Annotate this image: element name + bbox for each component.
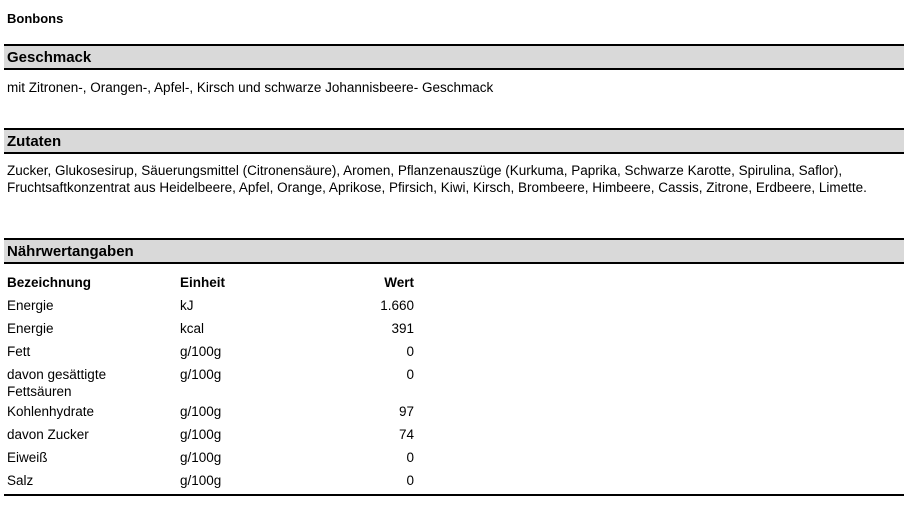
table-row xyxy=(4,294,417,317)
row-unit: g/100g xyxy=(180,404,222,419)
row-name: Eiweiß xyxy=(7,450,48,465)
section-header-taste xyxy=(4,44,904,70)
table-row xyxy=(4,400,417,423)
row-name: Kohlenhydrate xyxy=(7,404,95,419)
table-row xyxy=(4,317,417,340)
row-value: 0 xyxy=(406,450,414,465)
section-heading-taste: Geschmack xyxy=(7,49,92,66)
row-value: 1.660 xyxy=(380,298,414,313)
row-name: Energie xyxy=(7,321,54,336)
taste-text: mit Zitronen-, Orangen-, Apfel-, Kirsch und schwarze Johannisbeere- Geschmack xyxy=(7,80,494,95)
row-unit: g/100g xyxy=(180,450,222,465)
table-row xyxy=(4,340,417,363)
product-title: Bonbons xyxy=(7,11,64,26)
row-value: 74 xyxy=(398,427,414,442)
table-row xyxy=(4,446,417,469)
row-unit: kJ xyxy=(180,298,194,313)
row-unit: kcal xyxy=(180,321,205,336)
column-header-value: Wert xyxy=(384,275,414,290)
row-value: 0 xyxy=(406,473,414,488)
row-name: Fett xyxy=(7,344,31,359)
table-row xyxy=(4,423,417,446)
row-name: davon Zucker xyxy=(7,427,89,442)
bottom-divider xyxy=(4,494,904,496)
row-value: 391 xyxy=(391,321,414,336)
row-name: Salz xyxy=(7,473,34,488)
row-unit: g/100g xyxy=(180,367,222,382)
section-heading-nutrition: Nährwertangaben xyxy=(7,243,134,260)
row-unit: g/100g xyxy=(180,344,222,359)
row-value: 97 xyxy=(398,404,414,419)
row-value: 0 xyxy=(406,344,414,359)
row-name: davon gesättigte Fettsäuren xyxy=(7,367,107,399)
row-unit: g/100g xyxy=(180,473,222,488)
column-header-unit: Einheit xyxy=(180,275,226,290)
row-name: Energie xyxy=(7,298,54,313)
table-row xyxy=(4,469,417,492)
nutrition-header-row xyxy=(4,271,417,294)
row-unit: g/100g xyxy=(180,427,222,442)
column-header-name: Bezeichnung xyxy=(7,275,92,290)
row-value: 0 xyxy=(406,367,414,382)
nutrition-table xyxy=(4,271,417,492)
ingredients-text: Zucker, Glukosesirup, Säuerungsmittel (Citronensäure), Aromen, Pflanzenauszüge (Kurkuma, Paprika, Schwarze Karotte, Spirulina, Saflor), Fruchtsaftkonzentrat aus Heidelbeere, Apfel, Orange, Aprikose, Pfirsich, Kiwi, Kirsch, Brombeere, Himbeere, Cassis, Zitrone, Erdbeere, Limette. xyxy=(7,163,867,195)
section-heading-ingredients: Zutaten xyxy=(7,133,62,150)
section-header-ingredients xyxy=(4,128,904,154)
table-row xyxy=(4,363,417,400)
section-header-nutrition xyxy=(4,238,904,264)
